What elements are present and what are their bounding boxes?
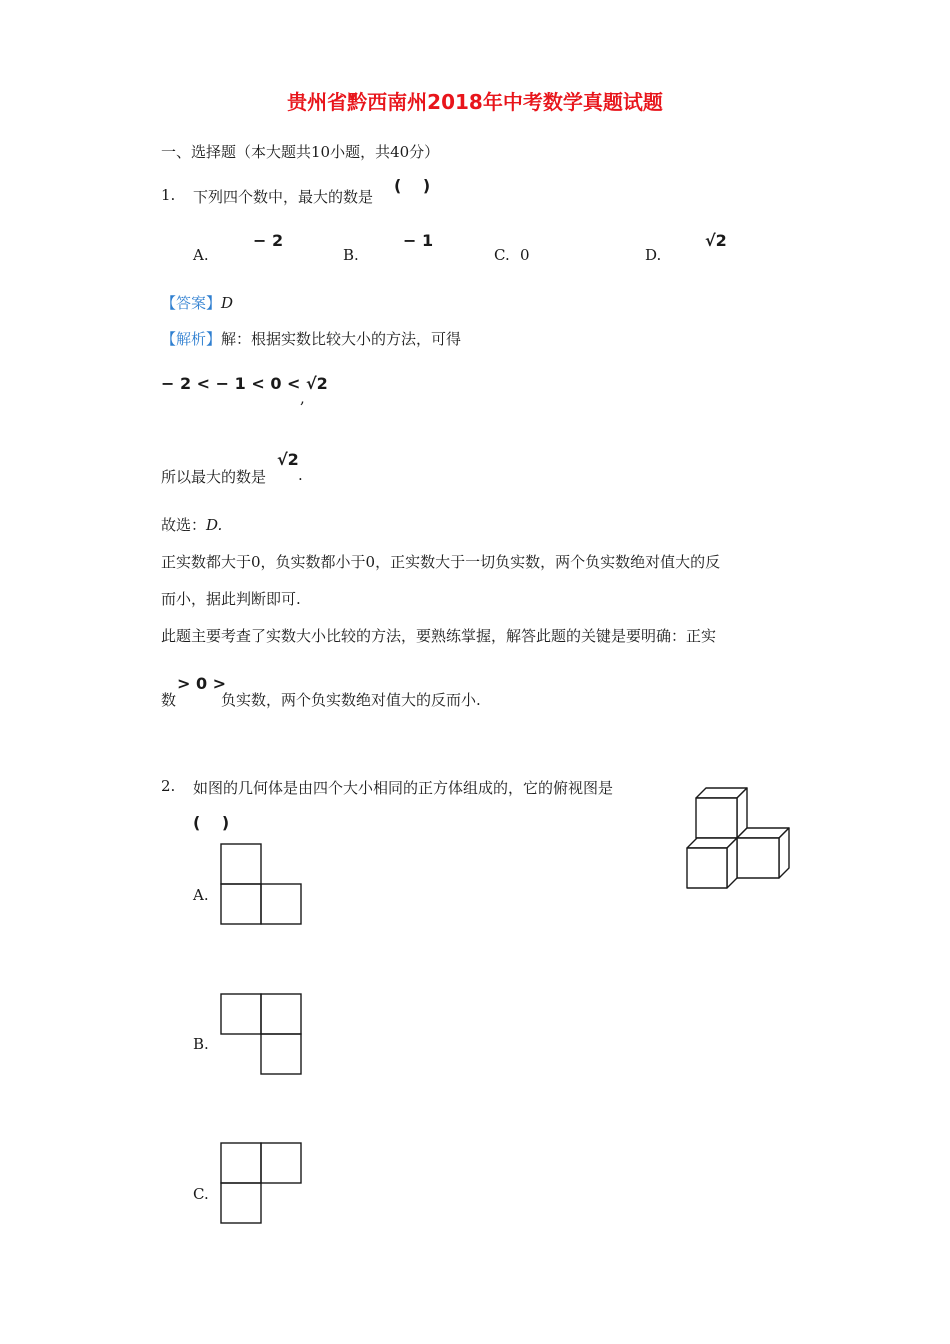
summary-line-2-math: > 0 > <box>177 674 227 693</box>
q2-option-a-label: A. <box>193 886 209 904</box>
section-heading: 一、选择题（本大题共10小题，共40分） <box>161 143 440 161</box>
q2-option-b-figure <box>220 993 302 1075</box>
q1-option-b-value: − 1 <box>403 231 434 250</box>
cube-top <box>696 788 747 838</box>
q2-option-c-figure <box>220 1142 302 1224</box>
analysis-tag: 【解析】 <box>161 330 222 348</box>
analysis-intro: 解：根据实数比较大小的方法，可得 <box>221 330 462 348</box>
page-title: 贵州省黔西南州2018年中考数学真题试题 <box>287 90 663 114</box>
note-line-2: 而小，据此判断即可. <box>161 590 301 608</box>
conclusion-value: √2 <box>277 450 299 469</box>
q1-option-c-value: 0 <box>520 246 530 264</box>
q2-option-b-label: B. <box>193 1035 209 1053</box>
conclusion-text: 所以最大的数是 <box>161 468 267 486</box>
q2-stem: 如图的几何体是由四个大小相同的正方体组成的，它的俯视图是 <box>193 779 614 797</box>
q1-answer-paren: ( ) <box>394 176 431 195</box>
q2-option-c-label: C. <box>193 1185 209 1203</box>
answer-tag: 【答案】 <box>161 294 222 312</box>
summary-line-1: 此题主要考查了实数大小比较的方法，要熟练掌握，解答此题的关键是要明确：正实 <box>161 627 717 645</box>
note-line-1: 正实数都大于0，负实数都小于0，正实数大于一切负实数，两个负实数绝对值大的反 <box>161 553 721 571</box>
q1-option-d-value: √2 <box>705 231 727 250</box>
q1-option-b-label: B. <box>343 246 359 264</box>
choice-text: 故选： <box>161 516 207 534</box>
summary-line-2-b: 负实数，两个负实数绝对值大的反而小. <box>221 691 481 709</box>
q1-option-a-value: − 2 <box>253 231 284 250</box>
cube-front-left <box>687 838 737 888</box>
inequality-comma: , <box>300 389 305 407</box>
q2-option-a-figure <box>220 843 302 925</box>
q1-option-a-label: A. <box>193 246 209 264</box>
q2-number: 2. <box>161 777 176 795</box>
choice-value: D. <box>206 516 223 534</box>
answer-value: D <box>221 294 234 312</box>
cube-right <box>737 828 789 878</box>
q1-number: 1. <box>161 186 176 204</box>
cube-solid-figure <box>686 786 792 890</box>
inequality: − 2 < − 1 < 0 < √2 <box>161 374 328 393</box>
q1-option-d-label: D. <box>645 246 662 264</box>
q1-stem: 下列四个数中，最大的数是 <box>193 188 374 206</box>
conclusion-period: . <box>298 466 303 484</box>
summary-line-2-a: 数 <box>161 691 177 709</box>
q1-option-c-label: C. <box>494 246 510 264</box>
q2-answer-paren: ( ) <box>193 813 230 832</box>
